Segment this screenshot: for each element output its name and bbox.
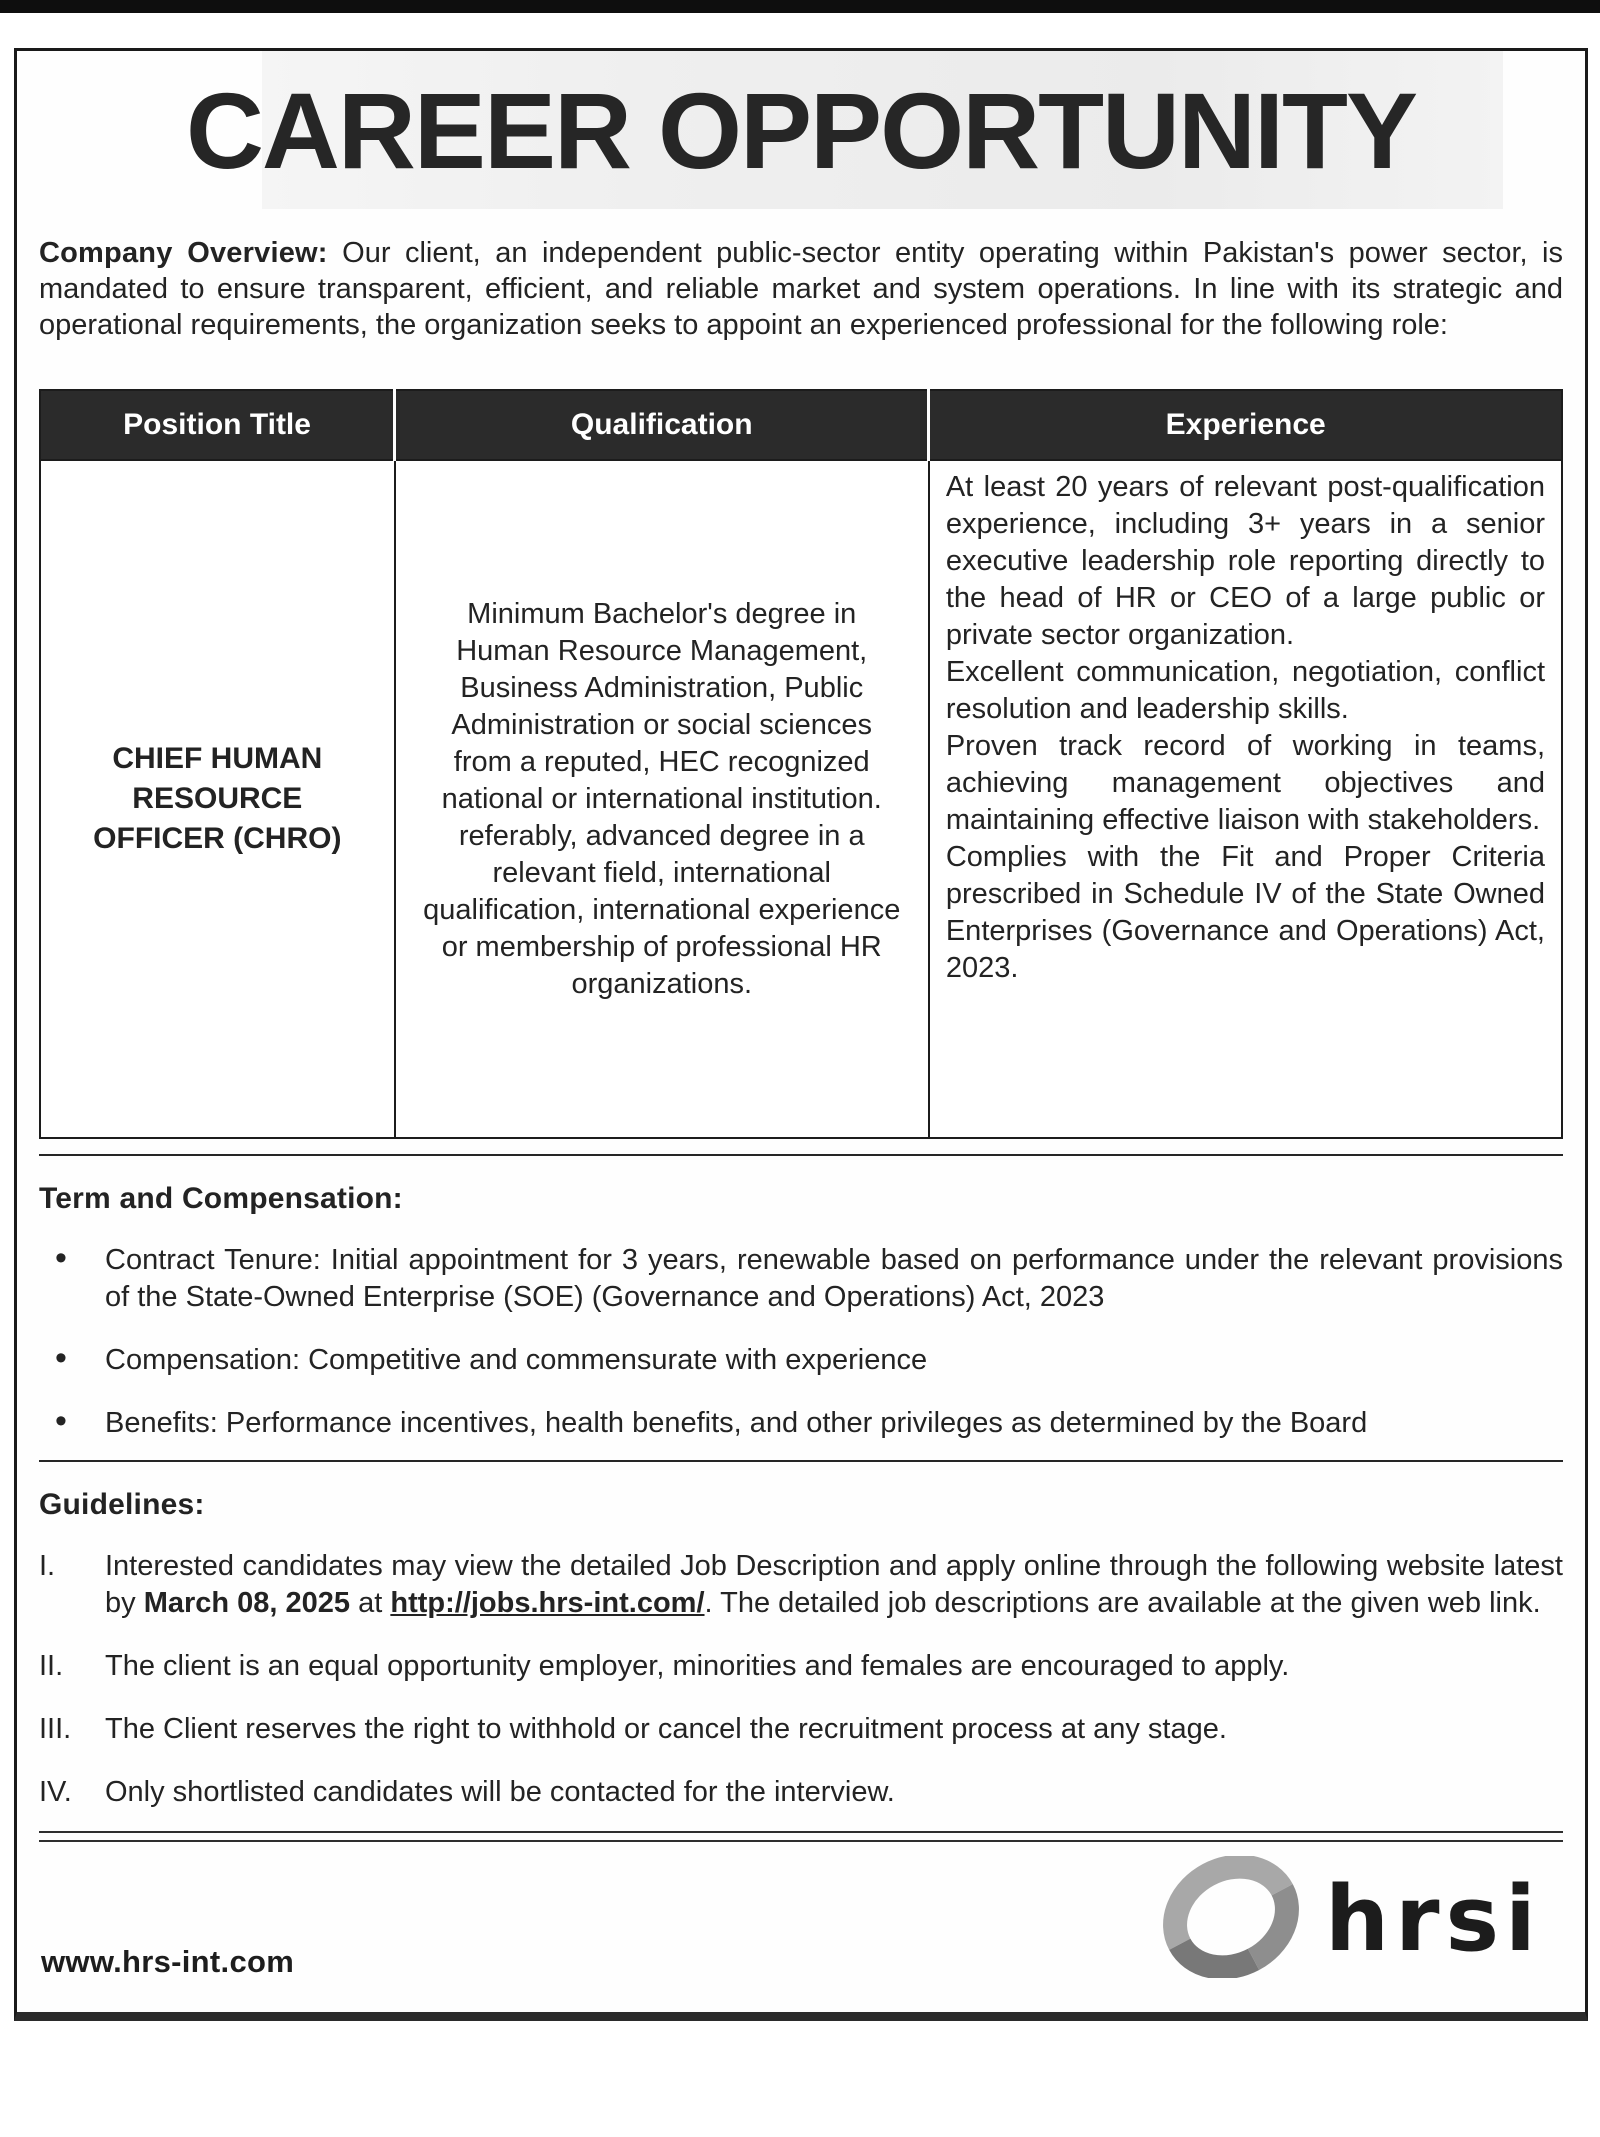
column-header-experience: Experience [929,390,1562,460]
section-divider-rule [39,1460,1563,1462]
experience-paragraph: Proven track record of working in teams, achieving management objectives and maintaining effective liaison with stakeholders. [945,730,1545,836]
column-header-position-title: Position Title [40,390,395,460]
guideline-text: The client is an equal opportunity employer, minorities and females are encouraged to apply. [105,1650,1290,1682]
position-title-cell: CHIEF HUMAN RESOURCE OFFICER (CHRO) [40,460,395,1138]
term-compensation-heading: Term and Compensation: [39,1182,403,1215]
table-header-row [40,390,1562,460]
experience-paragraph: Excellent communication, negotiation, conflict resolution and leadership skills. [945,656,1545,725]
page-title: CAREER OPPORTUNITY [185,69,1417,191]
footer-double-rule [39,1831,1563,1842]
footer-section [39,1842,1563,2012]
bottom-spacer [0,2021,1600,2027]
guideline-text: The Client reserves the right to withhold or cancel the recruitment process at any stage. [105,1713,1227,1745]
guideline-item-2 [39,1648,1563,1685]
guideline-text: Only shortlisted candidates will be contacted for the interview. [105,1776,895,1808]
experience-paragraph: Complies with the Fit and Proper Criteria prescribed in Schedule IV of the State Owned Enterprises (Governance and Operations) Act, 2023. [945,841,1545,984]
guideline-numeral: II. [39,1650,64,1682]
column-header-qualification: Qualification [395,390,929,460]
bullet-benefits: • Benefits: Performance incentives, health benefits, and other privileges as determined by the Board [39,1405,1563,1442]
experience-paragraph: At least 20 years of relevant post-qualification experience, including 3+ years in a senior executive leadership role reporting directly to the head of HR or CEO of a large public or private sector organization. [945,471,1545,651]
website-url: www.hrs-int.com [41,1944,295,1979]
deadline-date: March 08, 2025 [143,1587,351,1619]
guideline-text [105,1548,1563,1622]
application-url: http://jobs.hrs-int.com/ [390,1587,705,1619]
career-opportunity-document [14,48,1588,2021]
hrsi-swirl-icon [1159,1856,1305,1978]
page-top-black-bar [0,0,1600,13]
guideline-1-text-pre: Interested candidates may view the detailed Job Description and apply online through the following website latest by [105,1550,1563,1619]
company-overview-paragraph [39,235,1563,343]
bullet-contract-tenure: • Contract Tenure: Initial appointment for 3 years, renewable based on performance under the relevant provisions of the State-Owned Enterprise (SOE) (Governance and Operations) Act, 2023 [39,1242,1563,1316]
guideline-item-4 [39,1774,1563,1811]
table-row [40,460,1562,1138]
experience-cell [929,460,1562,1138]
positions-table [39,389,1563,1139]
guidelines-heading: Guidelines: [39,1488,205,1521]
company-overview-label: Company Overview: [39,237,328,269]
guideline-numeral: IV. [39,1776,72,1808]
title-section [39,51,1563,209]
guideline-numeral: I. [39,1550,56,1582]
guideline-item-1 [39,1548,1563,1622]
hrsi-logo [1159,1856,1559,1978]
company-overview-text: Our client, an independent public-sector entity operating within Pakistan's power sector, is mandated to ensure transparent, efficient, and reliable market and system operations. In line with its strategic and operational requirements, the organization seeks to appoint an experienced professional for the following role: [39,237,1563,341]
guideline-1-text-mid: at [350,1587,391,1619]
hrsi-wordmark: hrsi [1325,1867,1542,1972]
bullet-compensation: • Compensation: Competitive and commensurate with experience [39,1342,1563,1379]
guideline-1-text-post: . The detailed job descriptions are available at the given web link. [704,1587,1541,1619]
guideline-item-3 [39,1711,1563,1748]
table-bottom-rule [39,1154,1563,1156]
guideline-numeral: III. [39,1713,72,1745]
qualification-cell: Minimum Bachelor's degree in Human Resource Management, Business Administration, Public Administration or social sciences from a reputed, HEC recognized national or international institution. referably, advanced degree in a relevant field, international qualification, international experience or membership of professional HR organizations. [395,460,929,1138]
